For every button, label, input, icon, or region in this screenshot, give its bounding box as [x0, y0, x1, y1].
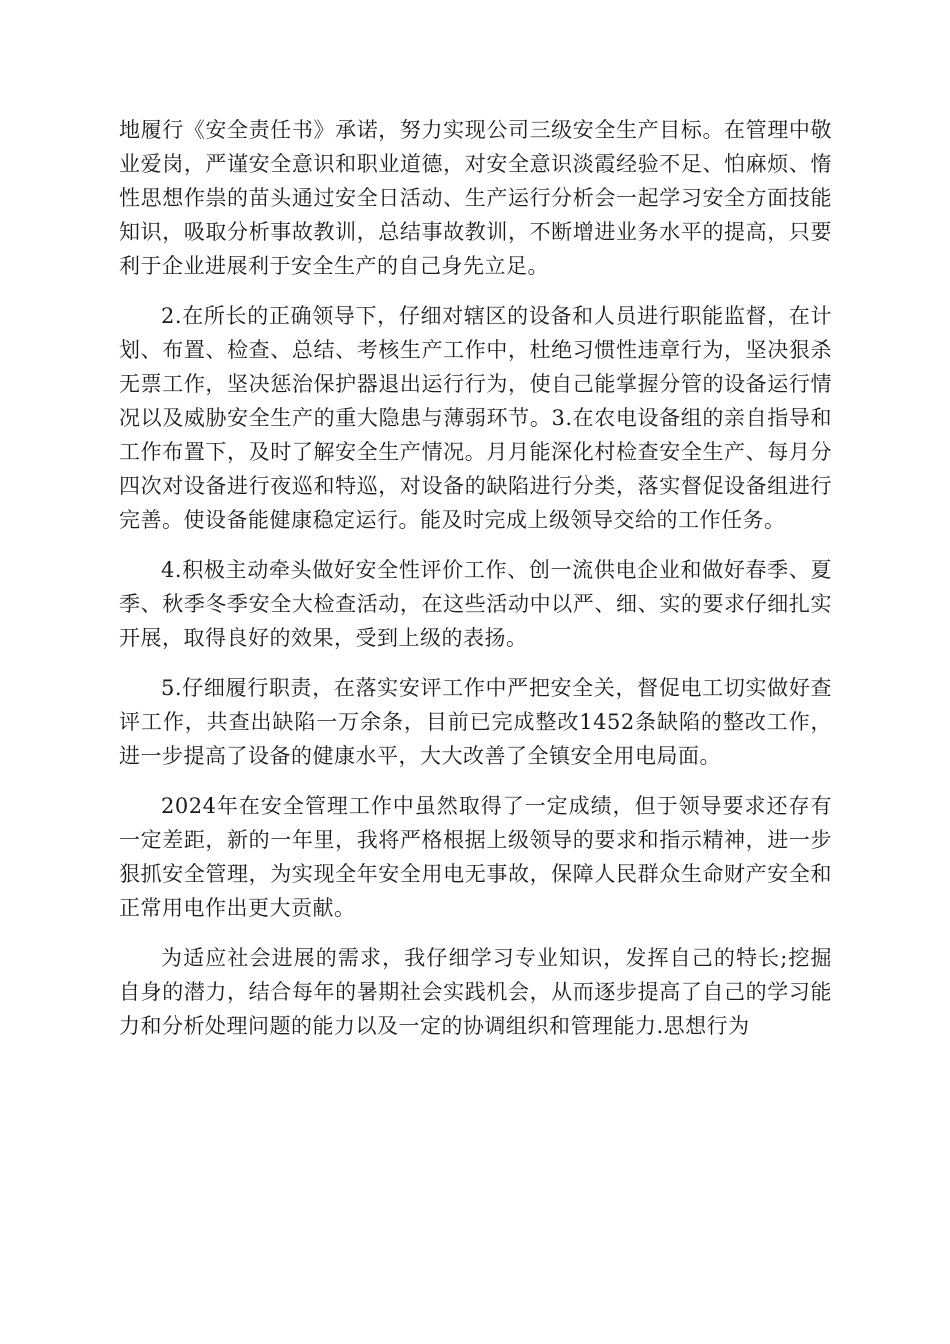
paragraph-6: 为适应社会进展的需求，我仔细学习专业知识，发挥自己的特长;挖掘自身的潜力，结合每年的暑期社会实践机会，从而逐步提高了自己的学习能力和分析处理问题的能力以及一定的协调组织和管理能力.思想行为	[119, 946, 832, 1038]
paragraph-1: 地履行《安全责任书》承诺，努力实现公司三级安全生产目标。在管理中敬业爱岗，严谨安全意识和职业道德，对安全意识淡霞经验不足、怕麻烦、惰性思想作祟的苗头通过安全日活动、生产运行分析会一起学习安全方面技能知识，吸取分析事故教训，总结事故教训，不断增进业务水平的提高，只要利于企业进展利于安全生产的自己身先立足。	[119, 118, 832, 278]
paragraph-5: 2024年在安全管理工作中虽然取得了一定成绩，但于领导要求还存有一定差距，新的一年里，我将严格根据上级领导的要求和指示精神，进一步狠抓安全管理，为实现全年安全用电无事故，保障人民群众生命财产安全和正常用电作出更大贡献。	[119, 794, 832, 920]
document-body	[119, 113, 832, 1059]
paragraph-2: 2.在所长的正确领导下，仔细对辖区的设备和人员进行职能监督，在计划、布置、检查、总结、考核生产工作中，杜绝习惯性违章行为，坚决狠杀无票工作，坚决惩治保护器退出运行行为，使自己能掌握分管的设备运行情况以及威胁安全生产的重大隐患与薄弱环节。3.在农电设备组的亲自指导和工作布置下，及时了解安全生产情况。月月能深化村检查安全生产、每月分四次对设备进行夜巡和特巡，对设备的缺陷进行分类，落实督促设备组进行完善。使设备能健康稳定运行。能及时完成上级领导交给的工作任务。	[119, 304, 832, 532]
paragraph-4: 5.仔细履行职责，在落实安评工作中严把安全关，督促电工切实做好查评工作，共查出缺陷一万余条，目前已完成整改1452条缺陷的整改工作，进一步提高了设备的健康水平，大大改善了全镇安全用电局面。	[119, 676, 832, 768]
paragraph-3: 4.积极主动牵头做好安全性评价工作、创一流供电企业和做好春季、夏季、秋季冬季安全大检查活动，在这些活动中以严、细、实的要求仔细扎实开展，取得良好的效果，受到上级的表扬。	[119, 558, 832, 650]
